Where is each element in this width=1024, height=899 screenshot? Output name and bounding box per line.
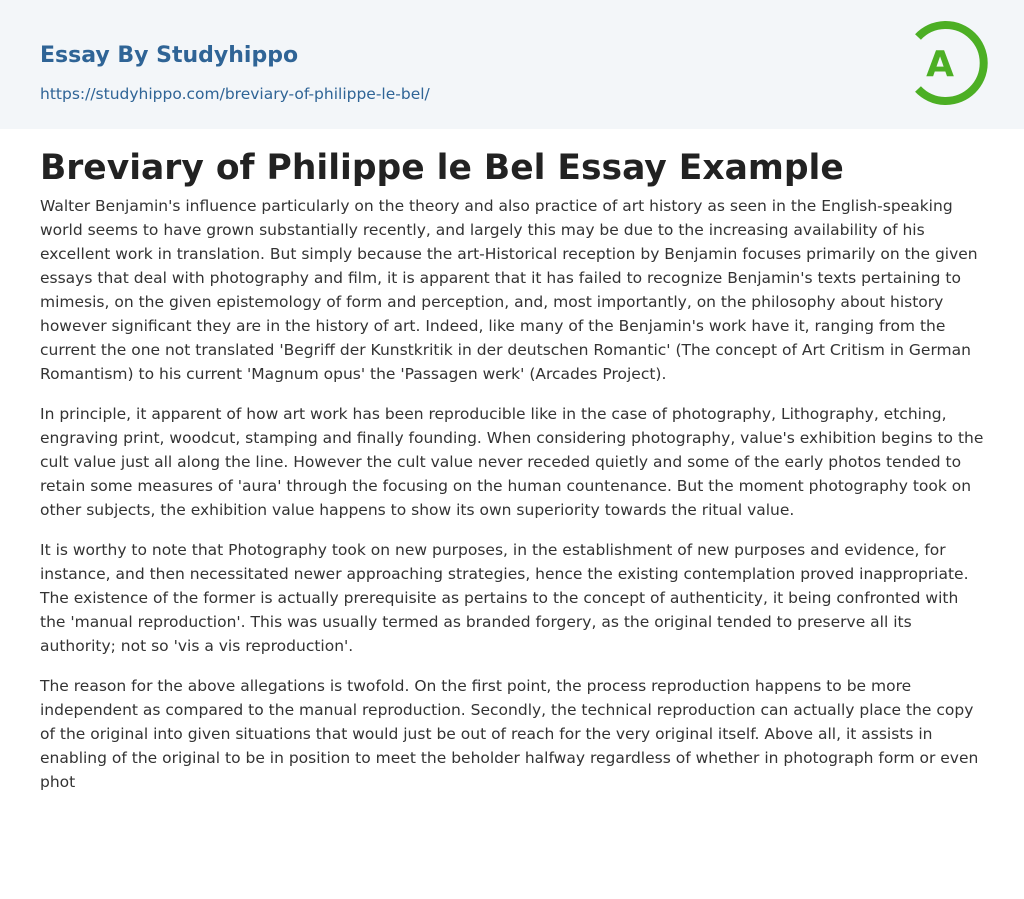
page-title: Breviary of Philippe le Bel Essay Example (40, 148, 844, 188)
studyhippo-logo[interactable] (906, 18, 990, 108)
site-brand[interactable]: Essay By Studyhippo (40, 43, 299, 68)
logo-letter: A (926, 44, 954, 85)
article-body (40, 194, 984, 810)
paragraph-4: The reason for the above allegations is twofold. On the first point, the process reproduction happens to be more independent as compared to the manual reproduction. Secondly, the technical reproduction can actually place the copy of the original into given situations that would just be out of reach for the very original itself. Above all, it assists in enabling of the original to be in position to meet the beholder halfway regardless of whether in photograph form or even phot (40, 677, 979, 791)
paragraph-1: Walter Benjamin's influence particularly on the theory and also practice of art history as seen in the English-speaking world seems to have grown substantially recently, and largely this may be due to the increasing availability of his excellent work in translation. But simply because the art-Historical reception by Benjamin focuses primarily on the given essays that deal with photography and film, it is apparent that it has failed to recognize Benjamin's texts pertaining to mimesis, on the given epistemology of form and perception, and, most importantly, on the philosophy about history however significant they are in the history of art. Indeed, like many of the Benjamin's work have it, ranging from the current the one not translated 'Begriff der Kunstkritik in der deutschen Romantic' (The concept of Art Critism in German Romantism) to his current 'Magnum opus' the 'Passagen werk' (Arcades Project). (40, 197, 978, 383)
paragraph-2: In principle, it apparent of how art work has been reproducible like in the case of photography, Lithography, etching, engraving print, woodcut, stamping and finally founding. When considering photography, value's exhibition begins to the cult value just all along the line. However the cult value never receded quietly and some of the early photos tended to retain some measures of 'aura' through the focusing on the human countenance. But the moment photography took on other subjects, the exhibition value happens to show its own superiority towards the ritual value. (40, 405, 984, 519)
page-url-link[interactable]: https://studyhippo.com/breviary-of-philippe-le-bel/ (40, 85, 430, 103)
site-header (0, 0, 1024, 129)
logo-a-icon (906, 18, 990, 108)
paragraph-3: It is worthy to note that Photography took on new purposes, in the establishment of new purposes and evidence, for instance, and then necessitated newer approaching strategies, hence the existing contemplation proved inappropriate. The existence of the former is actually prerequisite as pertains to the concept of authenticity, it being confronted with the 'manual reproduction'. This was usually termed as branded forgery, as the original tended to preserve all its authority; not so 'vis a vis reproduction'. (40, 541, 969, 655)
